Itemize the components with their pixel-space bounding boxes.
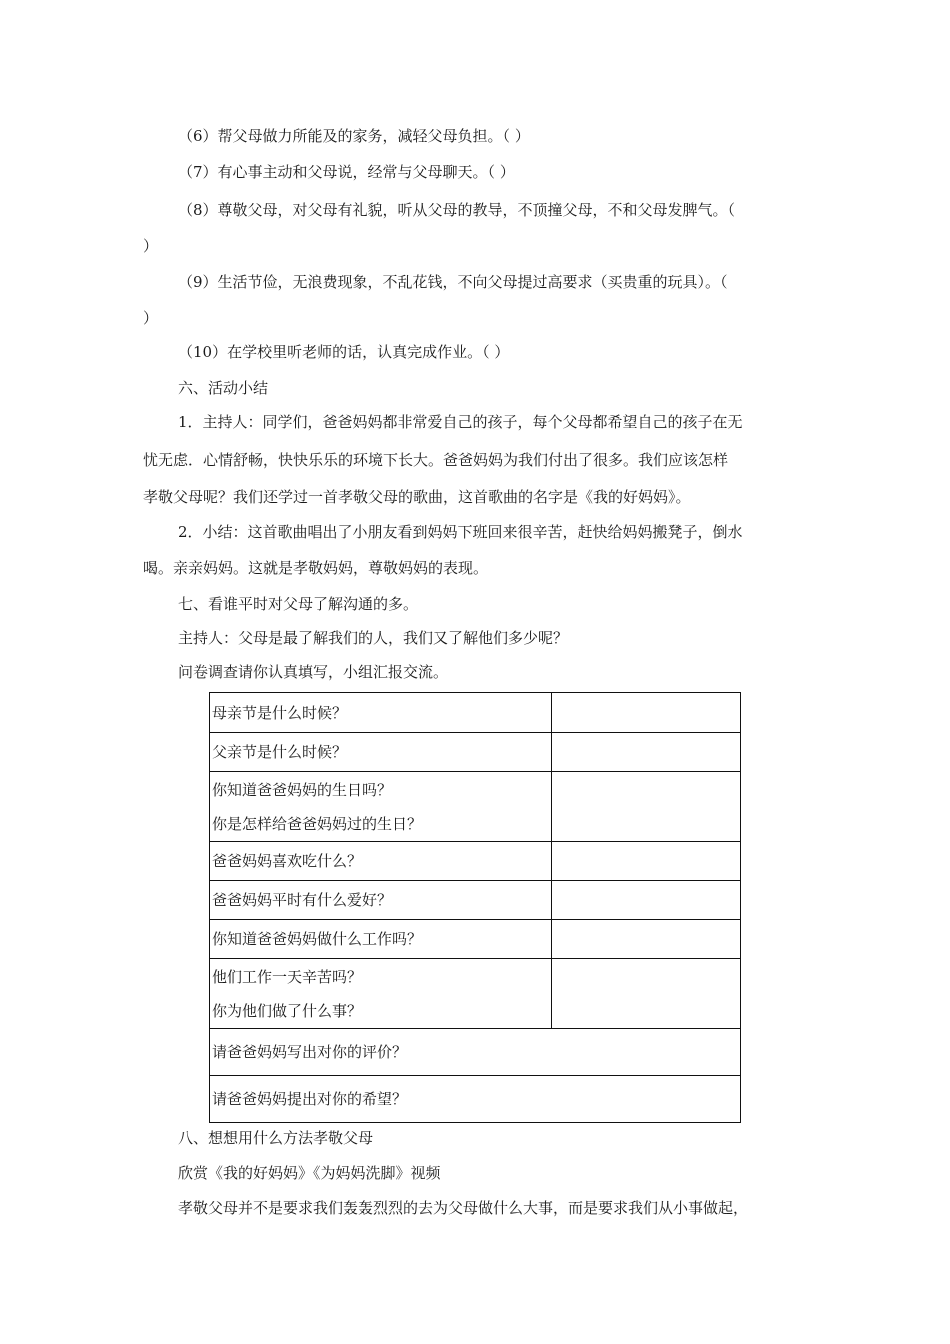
survey-table xyxy=(209,692,741,1123)
survey-question xyxy=(210,959,552,1029)
closing-line: 孝敬父母并不是要求我们轰轰烈烈的去为父母做什么大事，而是要求我们从小事做起， xyxy=(178,1199,749,1217)
checklist-item-9-continued: ） xyxy=(143,309,159,327)
survey-question xyxy=(210,772,552,842)
checklist-item-8-continued: ） xyxy=(143,237,159,255)
section-7-heading: 七、看谁平时对父母了解沟通的多。 xyxy=(178,595,419,613)
survey-question-wide[interactable]: 请爸爸妈妈提出对你的希望？ xyxy=(210,1076,741,1123)
answer-cell[interactable] xyxy=(552,881,741,920)
table-row xyxy=(210,772,741,842)
answer-cell[interactable] xyxy=(552,733,741,772)
summary-paragraph-1-line-3: 孝敬父母呢？我们还学过一首孝敬父母的歌曲，这首歌曲的名字是《我的好妈妈》。 xyxy=(143,488,691,506)
answer-cell[interactable] xyxy=(552,772,741,842)
table-row xyxy=(210,881,741,920)
survey-question: 爸爸妈妈平时有什么爱好？ xyxy=(210,881,552,920)
section-8-heading: 八、想想用什么方法孝敬父母 xyxy=(178,1129,374,1147)
survey-question-wide[interactable]: 请爸爸妈妈写出对你的评价？ xyxy=(210,1029,741,1076)
checklist-item-9: （9）生活节俭，无浪费现象，不乱花钱，不向父母提过高要求（买贵重的玩具）。（ xyxy=(178,273,728,291)
summary-paragraph-1-line-1: 1．主持人：同学们，爸爸妈妈都非常爱自己的孩子，每个父母都希望自己的孩子在无 xyxy=(178,413,743,431)
section-6-heading: 六、活动小结 xyxy=(178,379,269,397)
survey-question: 母亲节是什么时候？ xyxy=(210,693,552,733)
survey-question-part: 你知道爸爸妈妈的生日吗？ xyxy=(212,780,393,799)
answer-cell[interactable] xyxy=(552,693,741,733)
summary-paragraph-1-line-2: 忧无虑．心情舒畅，快快乐乐的环境下长大。爸爸妈妈为我们付出了很多。我们应该怎样 xyxy=(143,451,729,469)
survey-question: 你知道爸爸妈妈做什么工作吗？ xyxy=(210,920,552,959)
survey-instruction: 问卷调查请你认真填写，小组汇报交流。 xyxy=(178,663,449,681)
survey-question-part: 你为他们做了什么事？ xyxy=(212,1001,363,1020)
checklist-item-6: （6）帮父母做力所能及的家务，减轻父母负担。（ ） xyxy=(178,127,530,145)
table-row xyxy=(210,959,741,1029)
survey-question-part: 你是怎样给爸爸妈妈过的生日？ xyxy=(212,814,423,833)
answer-cell[interactable] xyxy=(552,920,741,959)
table-row xyxy=(210,842,741,881)
summary-paragraph-2-line-2: 喝。亲亲妈妈。这就是孝敬妈妈，尊敬妈妈的表现。 xyxy=(143,559,489,577)
survey-question-part: 他们工作一天辛苦吗？ xyxy=(212,967,363,986)
answer-cell[interactable] xyxy=(552,959,741,1029)
answer-cell[interactable] xyxy=(552,842,741,881)
table-row xyxy=(210,920,741,959)
table-row xyxy=(210,1076,741,1123)
table-row xyxy=(210,1029,741,1076)
video-line: 欣赏《我的好妈妈》《为妈妈洗脚》视频 xyxy=(178,1164,441,1182)
checklist-item-10: （10）在学校里听老师的话，认真完成作业。（ ） xyxy=(178,343,510,361)
survey-question: 爸爸妈妈喜欢吃什么？ xyxy=(210,842,552,881)
table-row xyxy=(210,693,741,733)
checklist-item-7: （7）有心事主动和父母说，经常与父母聊天。（ ） xyxy=(178,163,515,181)
survey-question: 父亲节是什么时候？ xyxy=(210,733,552,772)
host-question: 主持人：父母是最了解我们的人，我们又了解他们多少呢？ xyxy=(178,629,569,647)
summary-paragraph-2-line-1: 2．小结：这首歌曲唱出了小朋友看到妈妈下班回来很辛苦，赶快给妈妈搬凳子，倒水 xyxy=(178,523,743,541)
table-row xyxy=(210,733,741,772)
checklist-item-8: （8）尊敬父母，对父母有礼貌，听从父母的教导，不顶撞父母，不和父母发脾气。（ xyxy=(178,201,736,219)
